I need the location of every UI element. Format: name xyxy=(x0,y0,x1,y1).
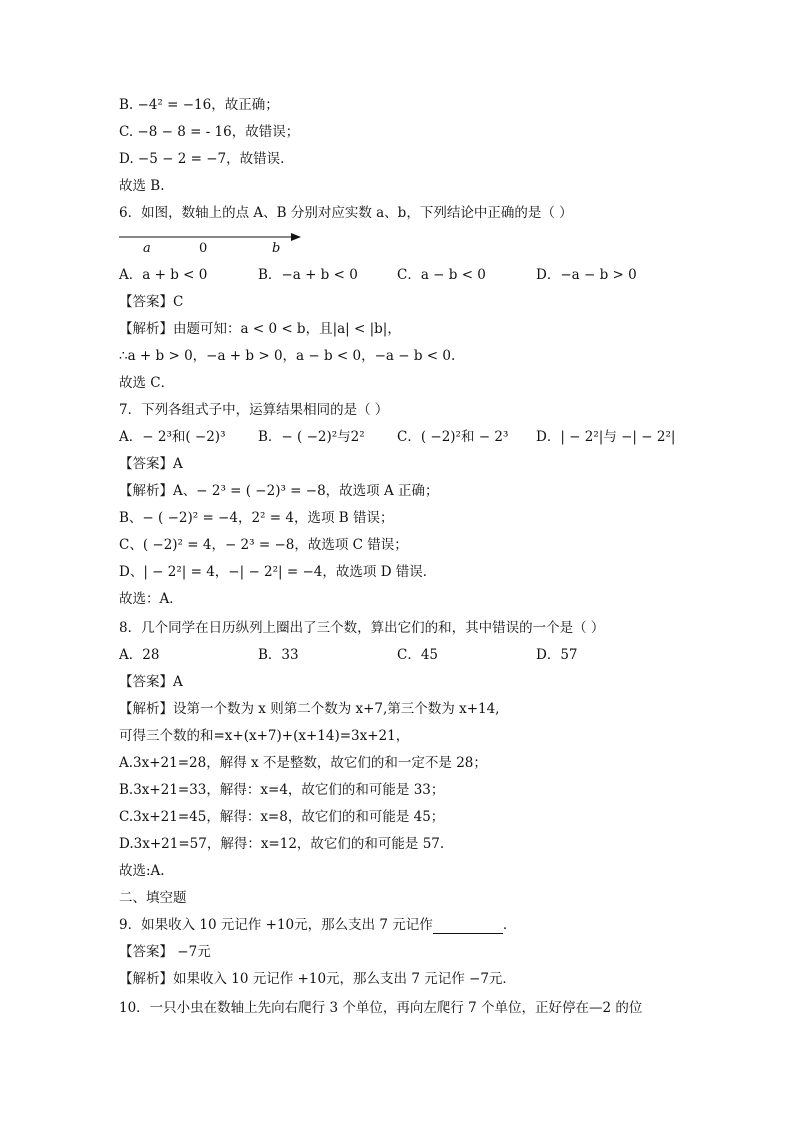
q8-explanation-1: 【解析】设第一个数为 x 则第二个数为 x+7,第三个数为 x+14, xyxy=(119,701,500,717)
q6-explanation-2: ∴a + b > 0，−a + b > 0，a − b < 0，−a − b < 0. xyxy=(119,348,456,364)
q8-explanation-3: A.3x+21=28，解得 x 不是整数，故它们的和一定不是 28； xyxy=(119,755,487,771)
q8-option-c: C．45 xyxy=(397,647,439,663)
solution-line-b: B. −4² = −16，故正确； xyxy=(119,97,279,113)
q7-option-a: A．− 2³和( −2)³ xyxy=(119,429,226,445)
q7-explanation-2: B、− ( −2)² = −4，2² = 4，选项 B 错误； xyxy=(119,510,394,526)
q6-answer: 【答案】C xyxy=(119,294,184,310)
section-heading-fill-in: 二、填空题 xyxy=(119,890,187,906)
q6-explanation-1: 【解析】由题可知：a < 0 < b，且|a| < |b|， xyxy=(119,321,401,337)
q7-explanation-1: 【解析】A、− 2³ = ( −2)³ = −8，故选项 A 正确； xyxy=(119,483,439,499)
q8-option-a: A．28 xyxy=(119,647,160,663)
q7-option-c: C．( −2)²和 − 2³ xyxy=(397,429,509,445)
q7-answer: 【答案】A xyxy=(119,456,183,472)
answer-blank xyxy=(433,919,503,934)
q8-explanation-4: B.3x+21=33，解得：x=4，故它们的和可能是 33； xyxy=(119,782,445,798)
origin-label: 0 xyxy=(199,241,208,256)
solution-line-c: C. −8 − 8 = - 16，故错误； xyxy=(119,124,300,140)
point-a-label: a xyxy=(143,241,151,256)
solution-line-d: D. −5 − 2 = −7，故错误. xyxy=(119,151,285,167)
q9-answer: 【答案】 −7元 xyxy=(119,944,211,960)
question-10: 10．一只小虫在数轴上先向右爬行 3 个单位，再向左爬行 7 个单位，正好停在—2 的位 xyxy=(119,1000,643,1016)
q8-explanation-6: D.3x+21=57，解得：x=12，故它们的和可能是 57. xyxy=(119,836,445,852)
number-line-figure xyxy=(119,226,309,260)
point-b-label: b xyxy=(272,241,281,256)
question-8: 8．几个同学在日历纵列上圈出了三个数，算出它们的和，其中错误的一个是（ ） xyxy=(119,620,605,636)
q7-choice: 故选：A． xyxy=(119,591,183,607)
q6-option-b: B．−a + b < 0 xyxy=(258,267,358,283)
q8-answer: 【答案】A xyxy=(119,674,183,690)
q6-option-a: A．a + b < 0 xyxy=(119,267,208,283)
q8-explanation-2: 可得三个数的和=x+(x+7)+(x+14)=3x+21， xyxy=(119,728,410,744)
q9-period: ． xyxy=(502,917,517,933)
q8-choice: 故选:A. xyxy=(119,863,165,879)
question-9 xyxy=(119,916,516,934)
arrow-right-icon xyxy=(291,233,301,241)
q8-option-b: B．33 xyxy=(258,647,299,663)
q6-option-d: D．−a − b > 0 xyxy=(536,267,637,283)
q6-choice: 故选 C． xyxy=(119,375,175,391)
q7-explanation-4: D、| − 2²| = 4，−| − 2²| = −4，故选项 D 错误． xyxy=(119,564,437,580)
question-7: 7．下列各组式子中，运算结果相同的是（ ） xyxy=(119,402,389,418)
choice-line: 故选 B. xyxy=(119,178,165,194)
q9-explanation: 【解析】如果收入 10 元记作 +10元，那么支出 7 元记作 −7元． xyxy=(119,971,516,987)
q8-explanation-5: C.3x+21=45，解得：x=8，故它们的和可能是 45； xyxy=(119,809,445,825)
q9-text: 9．如果收入 10 元记作 +10元，那么支出 7 元记作 xyxy=(119,917,433,933)
q8-option-d: D．57 xyxy=(536,647,578,663)
question-6: 6．如图，数轴上的点 A、B 分别对应实数 a、b，下列结论中正确的是（ ） xyxy=(119,205,573,221)
q7-explanation-3: C、( −2)² = 4，− 2³ = −8，故选项 C 错误； xyxy=(119,537,408,553)
q7-option-b: B．− ( −2)²与2² xyxy=(258,429,365,445)
q6-option-c: C．a − b < 0 xyxy=(397,267,486,283)
q7-option-d: D．| − 2²|与 −| − 2²| xyxy=(536,429,676,445)
